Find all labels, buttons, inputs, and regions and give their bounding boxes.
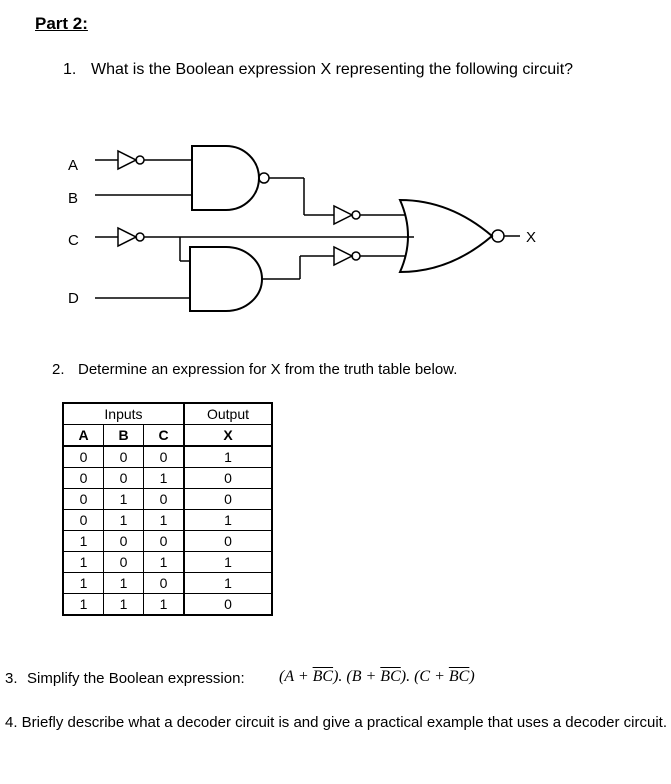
column-header-c: C <box>144 425 185 447</box>
question-4: 4. Briefly describe what a decoder circuit is and give a practical example that uses a decoder circuit. <box>5 714 667 731</box>
question-1-text: What is the Boolean expression X representing the following circuit? <box>91 61 574 78</box>
expr-term-3-close: ) <box>469 668 475 685</box>
nor-gate <box>400 200 504 272</box>
input-label-d: D <box>68 290 79 307</box>
question-1-number: 1. <box>63 61 77 78</box>
truth-table <box>62 402 273 616</box>
output-label-x: X <box>526 229 537 246</box>
expr-term-1-open: (A + <box>279 668 313 685</box>
not-gate-lower-middle <box>334 247 360 265</box>
cell-a: 1 <box>63 531 104 552</box>
cell-c: 1 <box>144 552 185 573</box>
cell-x: 0 <box>184 489 272 510</box>
question-3 <box>5 670 245 687</box>
cell-b: 0 <box>104 552 144 573</box>
nand-gate <box>192 146 269 210</box>
boolean-expression <box>279 668 475 686</box>
column-header-a: A <box>63 425 104 447</box>
input-label-c: C <box>68 232 79 249</box>
cell-b: 1 <box>104 510 144 531</box>
cell-a: 1 <box>63 594 104 616</box>
cell-c: 0 <box>144 573 185 594</box>
cell-a: 0 <box>63 468 104 489</box>
question-2-text: Determine an expression for X from the truth table below. <box>78 361 458 378</box>
table-row <box>63 552 272 573</box>
cell-b: 1 <box>104 489 144 510</box>
expr-term-2-close: ). <box>400 668 415 685</box>
not-gate-upper-middle <box>334 206 360 224</box>
cell-c: 0 <box>144 446 185 468</box>
cell-x: 1 <box>184 573 272 594</box>
cell-b: 0 <box>104 446 144 468</box>
not-gate-c <box>118 228 144 246</box>
cell-b: 0 <box>104 531 144 552</box>
cell-x: 0 <box>184 531 272 552</box>
column-header-x: X <box>184 425 272 447</box>
table-row <box>63 489 272 510</box>
expr-term-1-bar: $\overline{BC}$ <box>312 668 334 685</box>
table-row <box>63 468 272 489</box>
not-gate-a <box>118 151 144 169</box>
output-group-header: Output <box>184 403 272 425</box>
table-row <box>63 531 272 552</box>
input-label-b: B <box>68 190 79 207</box>
question-3-text: Simplify the Boolean expression: <box>27 670 245 687</box>
cell-b: 1 <box>104 573 144 594</box>
cell-c: 1 <box>144 510 185 531</box>
table-row <box>63 446 272 468</box>
cell-c: 0 <box>144 531 185 552</box>
cell-x: 1 <box>184 552 272 573</box>
cell-a: 0 <box>63 489 104 510</box>
cell-a: 1 <box>63 573 104 594</box>
cell-x: 1 <box>184 446 272 468</box>
cell-a: 0 <box>63 510 104 531</box>
cell-a: 1 <box>63 552 104 573</box>
expr-term-3-bar: $\overline{BC}$ <box>448 668 470 685</box>
cell-b: 1 <box>104 594 144 616</box>
cell-c: 0 <box>144 489 185 510</box>
cell-a: 0 <box>63 446 104 468</box>
question-2 <box>52 361 457 378</box>
logic-circuit-diagram <box>0 0 671 340</box>
wires <box>95 160 520 298</box>
input-label-a: A <box>68 157 79 174</box>
table-row <box>63 594 272 616</box>
expr-term-2-bar: $\overline{BC}$ <box>380 668 401 685</box>
cell-c: 1 <box>144 594 185 616</box>
question-2-number: 2. <box>52 361 65 378</box>
part-title: Part 2: <box>35 14 88 33</box>
cell-c: 1 <box>144 468 185 489</box>
expr-term-3-open: (C + <box>414 668 449 685</box>
question-3-number: 3. <box>5 670 18 687</box>
cell-b: 0 <box>104 468 144 489</box>
inputs-group-header: Inputs <box>63 403 184 425</box>
column-header-b: B <box>104 425 144 447</box>
cell-x: 1 <box>184 510 272 531</box>
table-row <box>63 573 272 594</box>
expr-term-2-open: (B + <box>346 668 381 685</box>
cell-x: 0 <box>184 594 272 616</box>
table-row <box>63 510 272 531</box>
cell-x: 0 <box>184 468 272 489</box>
expr-term-1-close: ). <box>333 668 347 685</box>
and-gate <box>190 247 262 311</box>
